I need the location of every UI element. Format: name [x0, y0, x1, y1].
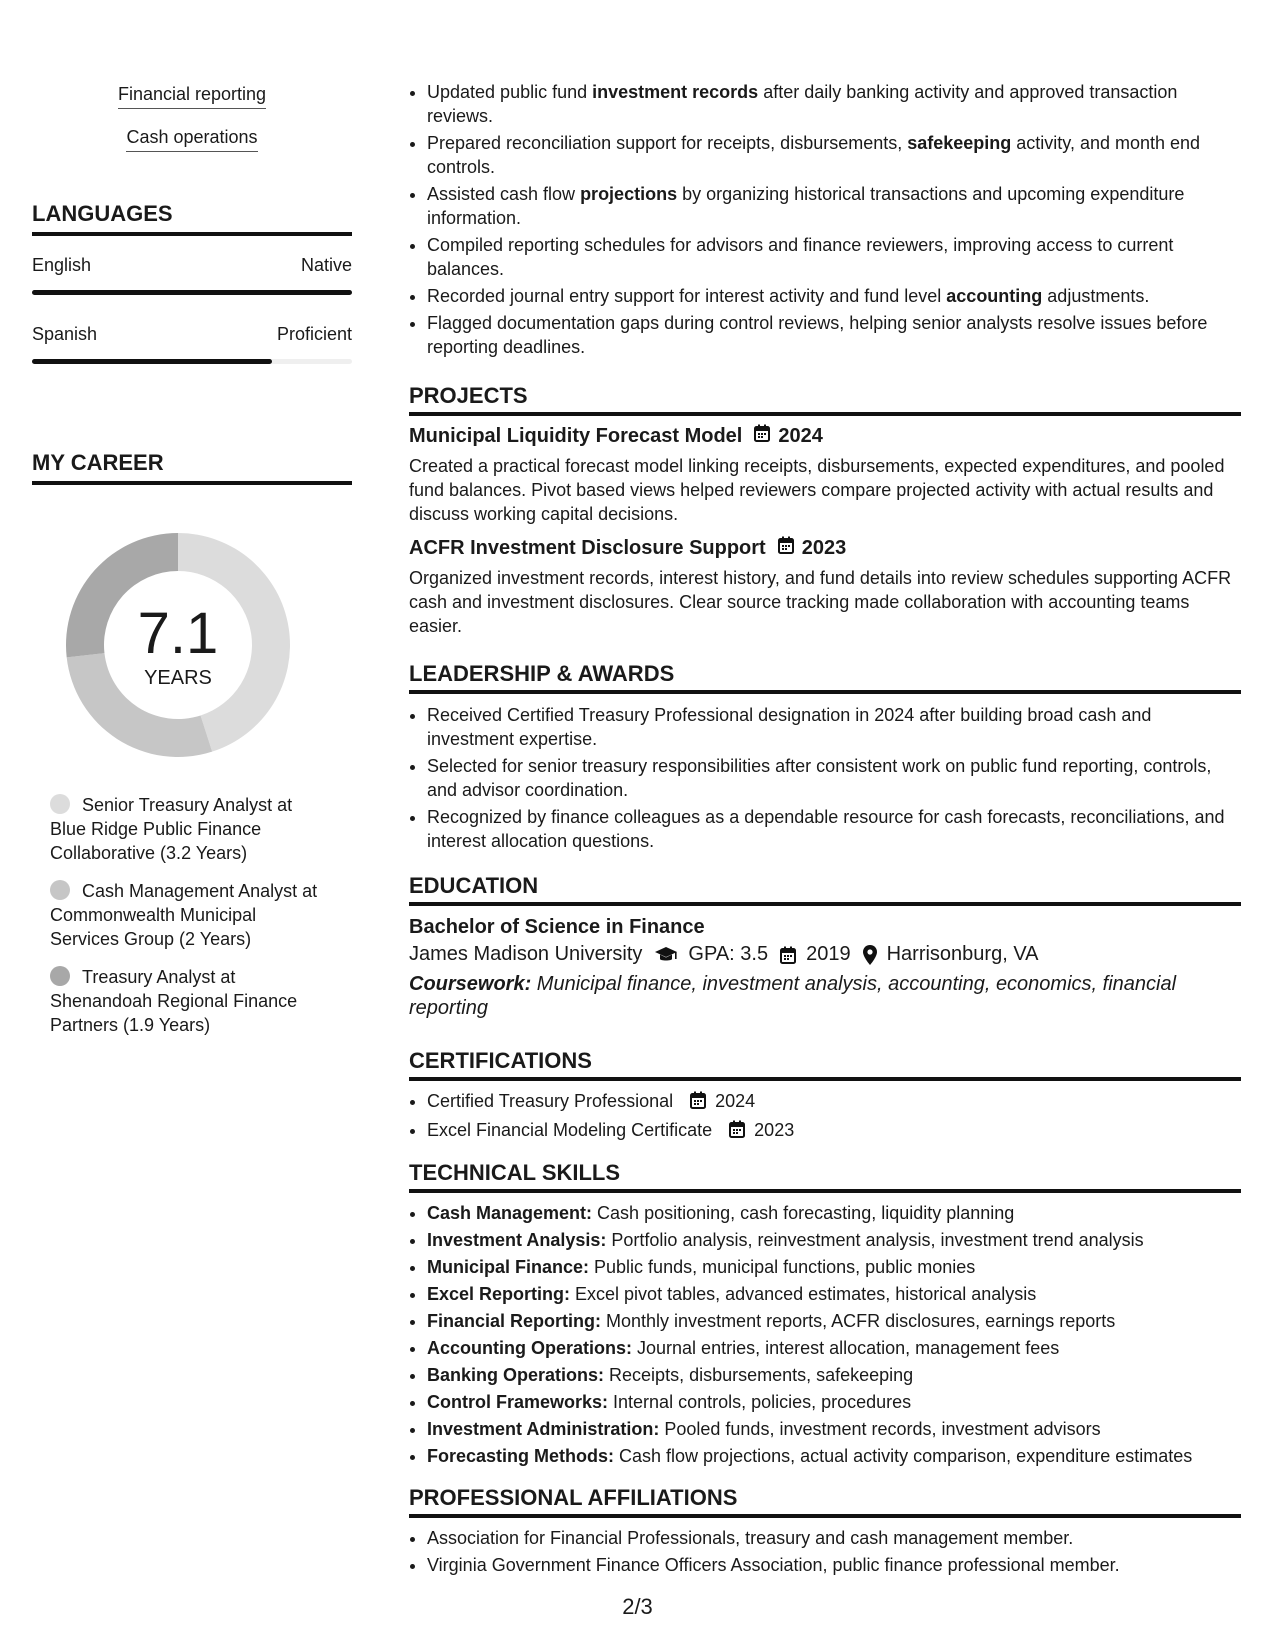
experience-bullet: • Flagged documentation gaps during control reviews, helping senior analysts resolve issues before reporting deadlines.: [427, 311, 1241, 359]
project-description: Organized investment records, interest history, and fund details into review schedules supporting ACFR cash and investment disclosures. Clear source tracking made collaboration with accounting teams easier.: [409, 568, 1232, 636]
affiliation-item: • Association for Financial Professionals, treasury and cash management member.: [427, 1526, 1241, 1550]
project-description: Created a practical forecast model linking receipts, disbursements, expected expenditures, and pooled fund balances. Pivot based views helped reviewers compare projected activity with actual results and discuss working capital decisions.: [409, 456, 1225, 524]
legend-dot-icon: [50, 794, 70, 814]
language-name: English: [32, 255, 92, 275]
legend-dot-icon: [50, 966, 70, 986]
career-item-label: Senior Treasury Analyst at Blue Ridge Public Finance Collaborative (3.2 Years): [50, 795, 293, 863]
skill-item: • Control Frameworks: Internal controls, policies, procedures: [427, 1390, 1241, 1414]
coursework-text: Municipal finance, investment analysis, accounting, economics, financial reporting: [409, 973, 1177, 1019]
calendar-icon: [754, 424, 770, 448]
experience-bullet: • Updated public fund investment records after daily banking activity and approved transaction reviews.: [427, 80, 1241, 128]
language-level: Native: [300, 255, 352, 275]
career-item-label: Cash Management Analyst at Commonwealth Municipal Services Group (2 Years): [50, 881, 318, 949]
affiliation-item: • Virginia Government Finance Officers Association, public finance professional member.: [427, 1553, 1241, 1577]
language-level: Proficient: [276, 324, 352, 344]
skill-item: • Investment Administration: Pooled funds, investment records, investment advisors: [427, 1417, 1241, 1441]
calendar-icon: [729, 1120, 745, 1144]
location-pin-icon: [863, 945, 877, 965]
skill-item: • Banking Operations: Receipts, disbursements, safekeeping: [427, 1363, 1241, 1387]
leadership-item: • Selected for senior treasury responsibilities after consistent work on public fund reporting, controls, and advisor coordination.: [427, 754, 1241, 802]
career-item: [50, 879, 330, 951]
technical-skills-heading: TECHNICAL SKILLS: [409, 1160, 1241, 1193]
skill-item: • Investment Analysis: Portfolio analysis, reinvestment analysis, investment trend analysis: [427, 1228, 1241, 1252]
certifications-heading: CERTIFICATIONS: [409, 1048, 1241, 1081]
language-proficiency-bar: [32, 359, 352, 364]
legend-dot-icon: [50, 880, 70, 900]
project-year: 2023: [801, 536, 847, 559]
projects-section: [409, 383, 1241, 648]
language-proficiency-fill: [32, 359, 272, 364]
certifications-section: [409, 1048, 1241, 1147]
experience-bullet: • Prepared reconciliation support for receipts, disbursements, safekeeping activity, and month end controls.: [427, 131, 1241, 179]
career-total-years: 7.1: [137, 601, 219, 666]
language-proficiency-fill: [32, 290, 352, 295]
project-title-row: [409, 424, 1241, 448]
project-title-row: [409, 536, 1241, 560]
skill-item: • Cash Management: Cash positioning, cash forecasting, liquidity planning: [427, 1201, 1241, 1225]
skill-tag: Cash operations: [126, 127, 257, 152]
experience-bullet: • Recorded journal entry support for interest activity and fund level accounting adjustments.: [427, 284, 1241, 308]
experience-bullet: • Compiled reporting schedules for advisors and finance reviewers, improving access to current balances.: [427, 233, 1241, 281]
education-section: [409, 873, 1241, 1020]
calendar-icon: [778, 536, 794, 560]
education-details: [409, 943, 1241, 966]
school-location: Harrisonburg, VA: [886, 943, 1039, 965]
certification-year: 2024: [715, 1091, 756, 1111]
skill-item: • Municipal Finance: Public funds, municipal functions, public monies: [427, 1255, 1241, 1279]
language-proficiency-bar: [32, 290, 352, 295]
leadership-item: • Received Certified Treasury Professional designation in 2024 after building broad cash and investment expertise.: [427, 703, 1241, 751]
skill-item: • Financial Reporting: Monthly investment reports, ACFR disclosures, earnings reports: [427, 1309, 1241, 1333]
certification-year: 2023: [754, 1120, 795, 1140]
certification-item: [427, 1118, 1241, 1144]
skill-tags: [32, 84, 352, 170]
skill-item: • Accounting Operations: Journal entries, interest allocation, management fees: [427, 1336, 1241, 1360]
gpa: GPA: 3.5: [688, 943, 769, 965]
experience-bullet: • Assisted cash flow projections by organizing historical transactions and upcoming expenditure information.: [427, 182, 1241, 230]
career-item: [50, 793, 330, 865]
calendar-icon: [780, 946, 796, 964]
calendar-icon: [690, 1091, 706, 1115]
career-item: [50, 965, 330, 1037]
language-english: [32, 255, 352, 295]
school-name: James Madison University: [409, 943, 643, 965]
project-year: 2024: [778, 424, 823, 447]
technical-skills-section: [409, 1160, 1241, 1471]
languages-heading: LANGUAGES: [32, 201, 352, 236]
affiliations-heading: PROFESSIONAL AFFILIATIONS: [409, 1485, 1241, 1518]
certification-item: [427, 1089, 1241, 1115]
graduation-cap-icon: [654, 946, 678, 964]
certification-name: Excel Financial Modeling Certificate: [427, 1120, 713, 1140]
skill-item: • Excel Reporting: Excel pivot tables, advanced estimates, historical analysis: [427, 1282, 1241, 1306]
skill-tag: Financial reporting: [118, 84, 266, 109]
degree-title: Bachelor of Science in Finance: [409, 916, 705, 938]
project-title: ACFR Investment Disclosure Support: [409, 536, 766, 559]
experience-bullets: [409, 80, 1241, 362]
career-heading: MY CAREER: [32, 450, 352, 485]
projects-heading: PROJECTS: [409, 383, 1241, 416]
skill-item: • Forecasting Methods: Cash flow projections, actual activity comparison, expenditure estimates: [427, 1444, 1241, 1468]
project-title: Municipal Liquidity Forecast Model: [409, 424, 743, 447]
leadership-item: • Recognized by finance colleagues as a dependable resource for cash forecasts, reconciliations, and interest allocation questions.: [427, 805, 1241, 853]
certification-name: Certified Treasury Professional: [427, 1091, 674, 1111]
coursework-label: Coursework:: [409, 973, 532, 995]
coursework: [409, 972, 1241, 1020]
education-heading: EDUCATION: [409, 873, 1241, 906]
language-spanish: [32, 324, 352, 364]
career-total-unit: YEARS: [144, 667, 212, 689]
career-donut-chart: [66, 533, 290, 757]
language-name: Spanish: [32, 324, 98, 344]
leadership-heading: LEADERSHIP & AWARDS: [409, 661, 1241, 694]
leadership-section: [409, 661, 1241, 856]
page-number: 2/3: [622, 1594, 653, 1619]
career-legend: [50, 793, 330, 1051]
career-item-label: Treasury Analyst at Shenandoah Regional Finance Partners (1.9 Years): [50, 967, 298, 1035]
graduation-year: 2019: [806, 943, 851, 965]
affiliations-section: [409, 1485, 1241, 1580]
